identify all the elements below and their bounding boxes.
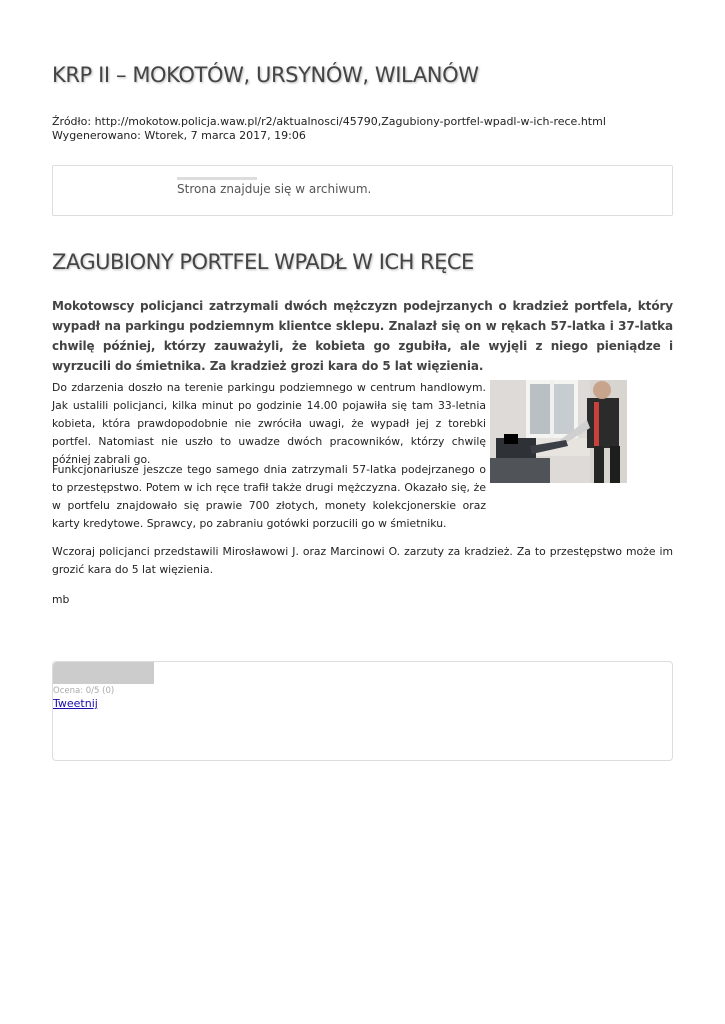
document-meta xyxy=(52,115,606,143)
archive-notice-box xyxy=(52,165,673,216)
rating-box xyxy=(52,661,673,761)
article-paragraph: Wczoraj policjanci przedstawili Mirosławowi J. oraz Marcinowi O. zarzuty za kradzież. Za to przestępstwo może im grozić kara do 5 lat więzienia. xyxy=(52,545,673,576)
article-lead: Mokotowscy policjanci zatrzymali dwóch mężczyzn podejrzanych o kradzież portfela, który wypadł na parkingu podziemnym klientce sklepu. Znalazł się on w rękach 57-latka i 37-latka chwilę później, którzy zauważyli, że kobieta go zgubiła, ale wyjęli z niego pieniądze i wyrzucili do śmietnika. Za kradzież grozi kara do 5 lat więzienia. xyxy=(52,299,673,373)
tweet-link[interactable]: Tweetnij xyxy=(53,697,98,710)
article-title: ZAGUBIONY PORTFEL WPADŁ W ICH RĘCE xyxy=(52,250,474,274)
article-signature: mb xyxy=(52,593,70,606)
generated-date: Wygenerowano: Wtorek, 7 marca 2017, 19:06 xyxy=(52,129,306,142)
article-photo xyxy=(490,380,627,483)
source-url: Źródło: http://mokotow.policja.waw.pl/r2/aktualnosci/45790,Zagubiony-portfel-wpadl-w-ich-rece.html xyxy=(52,115,606,128)
rating-stars-bar[interactable] xyxy=(53,662,154,684)
rating-score: Ocena: 0/5 (0) xyxy=(53,686,115,696)
site-title: KRP II – MOKOTÓW, URSYNÓW, WILANÓW xyxy=(52,63,479,87)
article-paragraph: Funkcjonariusze jeszcze tego samego dnia zatrzymali 57-latka podejrzanego o to przestępstwo. Potem w ich ręce trafił także drugi mężczyzna. Okazało się, że w portfelu znajdowało się prawie 700 złotych, monety kolekcjonerskie oraz karty kredytowe. Sprawcy, po zabraniu gotówki porzucili go w śmietniku. xyxy=(52,463,486,530)
archive-notice: Strona znajduje się w archiwum. xyxy=(177,182,372,196)
archive-divider xyxy=(177,177,257,180)
article-photo-image xyxy=(490,380,627,483)
article-paragraph: Do zdarzenia doszło na terenie parkingu podziemnego w centrum handlowym. Jak ustalili policjanci, kilka minut po godzinie 14.00 pojawiła się tam 33-letnia kobieta, która prawdopodobnie nie zwróciła uwagi, że wypadł jej z torebki portfel. Natomiast nie uszło to uwadze dwóch pracowników, którzy chwilę później zabrali go. xyxy=(52,381,486,466)
